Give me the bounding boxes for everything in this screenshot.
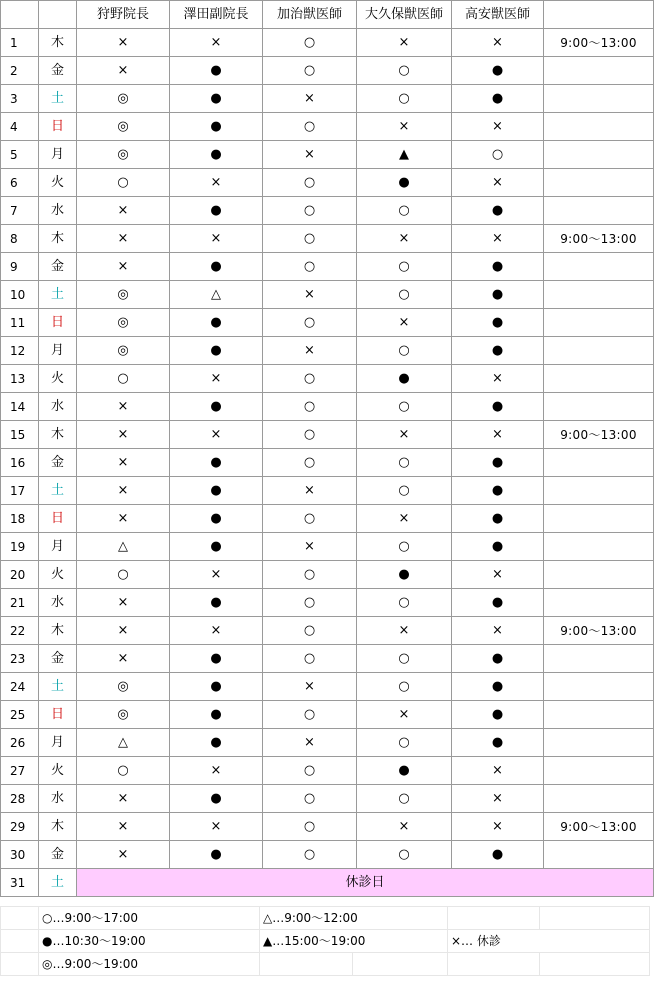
hours-note <box>544 673 654 701</box>
shift-kaji: ○ <box>263 197 357 225</box>
shift-takayasu: × <box>452 561 544 589</box>
shift-okubo: ● <box>357 365 452 393</box>
shift-kano: × <box>77 197 170 225</box>
shift-sawada: ● <box>170 533 263 561</box>
legend-circle: ○…9:00〜17:00 <box>39 907 260 930</box>
hours-note <box>544 309 654 337</box>
shift-sawada: ● <box>170 645 263 673</box>
weekday: 日 <box>39 309 77 337</box>
shift-sawada: ● <box>170 253 263 281</box>
day-number: 6 <box>1 169 39 197</box>
schedule-row <box>1 309 654 337</box>
shift-kano: ○ <box>77 757 170 785</box>
shift-takayasu: ● <box>452 645 544 673</box>
shift-kano: ○ <box>77 561 170 589</box>
shift-okubo: ○ <box>357 449 452 477</box>
day-number: 30 <box>1 841 39 869</box>
hours-note <box>544 533 654 561</box>
shift-sawada: ● <box>170 309 263 337</box>
shift-okubo: ○ <box>357 477 452 505</box>
hours-note <box>544 701 654 729</box>
weekday: 土 <box>39 673 77 701</box>
schedule-row <box>1 645 654 673</box>
schedule-row <box>1 813 654 841</box>
shift-kaji: × <box>263 281 357 309</box>
hours-note <box>544 337 654 365</box>
shift-kano: ○ <box>77 169 170 197</box>
shift-sawada: × <box>170 29 263 57</box>
schedule-row-closed <box>1 869 654 897</box>
shift-okubo: ○ <box>357 253 452 281</box>
shift-kaji: × <box>263 477 357 505</box>
schedule-row <box>1 57 654 85</box>
hours-note <box>544 729 654 757</box>
shift-okubo: ● <box>357 757 452 785</box>
header-doctor-kano: 狩野院長 <box>77 1 170 29</box>
shift-kano: ◎ <box>77 141 170 169</box>
shift-takayasu: ○ <box>452 141 544 169</box>
shift-kaji: × <box>263 85 357 113</box>
shift-sawada: ● <box>170 85 263 113</box>
shift-okubo: × <box>357 225 452 253</box>
shift-kano: × <box>77 57 170 85</box>
day-number: 20 <box>1 561 39 589</box>
weekday: 金 <box>39 841 77 869</box>
shift-kano: × <box>77 505 170 533</box>
hours-note <box>544 449 654 477</box>
shift-kano: ◎ <box>77 673 170 701</box>
day-number: 24 <box>1 673 39 701</box>
hours-note: 9:00〜13:00 <box>544 617 654 645</box>
hours-note <box>544 197 654 225</box>
shift-kano: × <box>77 393 170 421</box>
schedule-row <box>1 617 654 645</box>
day-number: 11 <box>1 309 39 337</box>
shift-takayasu: ● <box>452 505 544 533</box>
schedule-row <box>1 29 654 57</box>
shift-kaji: ○ <box>263 449 357 477</box>
shift-kano: ◎ <box>77 701 170 729</box>
shift-okubo: ○ <box>357 337 452 365</box>
schedule-row <box>1 393 654 421</box>
header-doctor-takayasu: 高安獣医師 <box>452 1 544 29</box>
day-number: 5 <box>1 141 39 169</box>
shift-takayasu: ● <box>452 701 544 729</box>
shift-takayasu: × <box>452 113 544 141</box>
hours-note: 9:00〜13:00 <box>544 421 654 449</box>
shift-sawada: × <box>170 757 263 785</box>
closed-day-label: 休診日 <box>77 869 654 897</box>
hours-note: 9:00〜13:00 <box>544 813 654 841</box>
header-cell-blank <box>39 1 77 29</box>
schedule-row <box>1 169 654 197</box>
hours-note <box>544 505 654 533</box>
hours-note <box>544 645 654 673</box>
shift-kaji: ○ <box>263 253 357 281</box>
weekday: 日 <box>39 701 77 729</box>
shift-takayasu: ● <box>452 533 544 561</box>
legend-row <box>1 907 650 930</box>
shift-kaji: ○ <box>263 617 357 645</box>
day-number: 18 <box>1 505 39 533</box>
legend-filled-circle: ●…10:30〜19:00 <box>39 930 260 953</box>
shift-okubo: ● <box>357 561 452 589</box>
day-number: 17 <box>1 477 39 505</box>
schedule-row <box>1 533 654 561</box>
hours-note: 9:00〜13:00 <box>544 29 654 57</box>
shift-kano: × <box>77 841 170 869</box>
shift-kano: ◎ <box>77 281 170 309</box>
shift-okubo: ○ <box>357 57 452 85</box>
weekday: 木 <box>39 421 77 449</box>
weekday: 木 <box>39 617 77 645</box>
day-number: 12 <box>1 337 39 365</box>
schedule-row <box>1 337 654 365</box>
legend-filled-triangle: ▲…15:00〜19:00 <box>260 930 448 953</box>
shift-takayasu: ● <box>452 85 544 113</box>
shift-okubo: ○ <box>357 841 452 869</box>
shift-sawada: ● <box>170 197 263 225</box>
weekday: 土 <box>39 869 77 897</box>
shift-kaji: ○ <box>263 701 357 729</box>
legend-double-circle: ◎…9:00〜19:00 <box>39 953 260 976</box>
shift-kaji: ○ <box>263 309 357 337</box>
shift-kaji: ○ <box>263 561 357 589</box>
shift-kaji: × <box>263 337 357 365</box>
day-number: 31 <box>1 869 39 897</box>
shift-okubo: × <box>357 813 452 841</box>
hours-note <box>544 113 654 141</box>
day-number: 9 <box>1 253 39 281</box>
schedule-row <box>1 113 654 141</box>
hours-note <box>544 785 654 813</box>
shift-sawada: ● <box>170 673 263 701</box>
shift-okubo: ○ <box>357 645 452 673</box>
header-doctor-sawada: 澤田副院長 <box>170 1 263 29</box>
day-number: 23 <box>1 645 39 673</box>
shift-okubo: × <box>357 29 452 57</box>
shift-sawada: ● <box>170 337 263 365</box>
schedule-row <box>1 729 654 757</box>
day-number: 7 <box>1 197 39 225</box>
shift-kano: × <box>77 617 170 645</box>
shift-okubo: ○ <box>357 673 452 701</box>
day-number: 22 <box>1 617 39 645</box>
shift-kano: ◎ <box>77 113 170 141</box>
legend <box>0 906 650 976</box>
shift-sawada: ● <box>170 589 263 617</box>
shift-kano: ◎ <box>77 309 170 337</box>
schedule-row <box>1 449 654 477</box>
weekday: 月 <box>39 729 77 757</box>
hours-note: 9:00〜13:00 <box>544 225 654 253</box>
shift-okubo: ○ <box>357 85 452 113</box>
schedule-row <box>1 561 654 589</box>
shift-kaji: ○ <box>263 393 357 421</box>
shift-kaji: ○ <box>263 365 357 393</box>
shift-kano: × <box>77 645 170 673</box>
schedule-row <box>1 85 654 113</box>
hours-note <box>544 365 654 393</box>
shift-kaji: × <box>263 673 357 701</box>
weekday: 月 <box>39 141 77 169</box>
weekday: 金 <box>39 645 77 673</box>
shift-takayasu: × <box>452 29 544 57</box>
legend-row <box>1 953 650 976</box>
legend-triangle: △…9:00〜12:00 <box>260 907 448 930</box>
shift-sawada: ● <box>170 477 263 505</box>
weekday: 火 <box>39 757 77 785</box>
day-number: 4 <box>1 113 39 141</box>
shift-sawada: ● <box>170 505 263 533</box>
shift-kaji: × <box>263 533 357 561</box>
shift-sawada: × <box>170 365 263 393</box>
shift-kaji: ○ <box>263 841 357 869</box>
shift-okubo: ○ <box>357 281 452 309</box>
day-number: 21 <box>1 589 39 617</box>
weekday: 土 <box>39 85 77 113</box>
shift-kaji: ○ <box>263 29 357 57</box>
hours-note <box>544 757 654 785</box>
shift-okubo: × <box>357 309 452 337</box>
day-number: 2 <box>1 57 39 85</box>
schedule-row <box>1 253 654 281</box>
hours-note <box>544 281 654 309</box>
weekday: 土 <box>39 477 77 505</box>
shift-takayasu: ● <box>452 197 544 225</box>
shift-kaji: ○ <box>263 421 357 449</box>
shift-takayasu: × <box>452 617 544 645</box>
shift-sawada: × <box>170 561 263 589</box>
shift-kaji: ○ <box>263 589 357 617</box>
shift-kano: △ <box>77 533 170 561</box>
hours-note <box>544 85 654 113</box>
shift-takayasu: ● <box>452 589 544 617</box>
schedule-row <box>1 701 654 729</box>
schedule-row <box>1 589 654 617</box>
weekday: 月 <box>39 337 77 365</box>
schedule-row <box>1 477 654 505</box>
shift-okubo: ○ <box>357 533 452 561</box>
shift-kaji: × <box>263 729 357 757</box>
shift-kano: ○ <box>77 365 170 393</box>
shift-takayasu: × <box>452 813 544 841</box>
weekday: 火 <box>39 365 77 393</box>
shift-sawada: ● <box>170 841 263 869</box>
weekday: 日 <box>39 113 77 141</box>
shift-takayasu: ● <box>452 337 544 365</box>
hours-note <box>544 841 654 869</box>
header-row <box>1 1 654 29</box>
shift-kano: × <box>77 449 170 477</box>
hours-note <box>544 253 654 281</box>
shift-kaji: ○ <box>263 113 357 141</box>
legend-row <box>1 930 650 953</box>
shift-takayasu: × <box>452 421 544 449</box>
shift-takayasu: ● <box>452 393 544 421</box>
schedule-row <box>1 505 654 533</box>
header-doctor-okubo: 大久保獣医師 <box>357 1 452 29</box>
hours-note <box>544 561 654 589</box>
day-number: 1 <box>1 29 39 57</box>
day-number: 25 <box>1 701 39 729</box>
weekday: 木 <box>39 29 77 57</box>
shift-sawada: × <box>170 169 263 197</box>
weekday: 木 <box>39 225 77 253</box>
shift-kano: × <box>77 477 170 505</box>
shift-okubo: × <box>357 701 452 729</box>
day-number: 3 <box>1 85 39 113</box>
weekday: 木 <box>39 813 77 841</box>
shift-okubo: ○ <box>357 729 452 757</box>
weekday: 金 <box>39 57 77 85</box>
header-cell-note <box>544 1 654 29</box>
weekday: 火 <box>39 169 77 197</box>
weekday: 火 <box>39 561 77 589</box>
shift-kano: × <box>77 253 170 281</box>
shift-takayasu: × <box>452 365 544 393</box>
day-number: 29 <box>1 813 39 841</box>
day-number: 27 <box>1 757 39 785</box>
shift-okubo: × <box>357 113 452 141</box>
shift-sawada: ● <box>170 701 263 729</box>
day-number: 8 <box>1 225 39 253</box>
hours-note <box>544 477 654 505</box>
shift-takayasu: ● <box>452 57 544 85</box>
schedule-row <box>1 197 654 225</box>
hours-note <box>544 589 654 617</box>
shift-takayasu: ● <box>452 477 544 505</box>
shift-sawada: △ <box>170 281 263 309</box>
shift-sawada: × <box>170 813 263 841</box>
schedule-row <box>1 281 654 309</box>
weekday: 月 <box>39 533 77 561</box>
shift-sawada: ● <box>170 449 263 477</box>
schedule-row <box>1 673 654 701</box>
shift-kaji: ○ <box>263 169 357 197</box>
shift-takayasu: ● <box>452 281 544 309</box>
shift-kano: × <box>77 421 170 449</box>
schedule-row <box>1 365 654 393</box>
schedule-row <box>1 225 654 253</box>
shift-okubo: × <box>357 505 452 533</box>
shift-takayasu: ● <box>452 449 544 477</box>
weekday: 水 <box>39 785 77 813</box>
shift-okubo: × <box>357 617 452 645</box>
shift-kaji: ○ <box>263 813 357 841</box>
schedule-row <box>1 757 654 785</box>
weekday: 金 <box>39 253 77 281</box>
day-number: 26 <box>1 729 39 757</box>
day-number: 15 <box>1 421 39 449</box>
weekday: 水 <box>39 589 77 617</box>
weekday: 金 <box>39 449 77 477</box>
shift-kano: × <box>77 589 170 617</box>
shift-sawada: ● <box>170 785 263 813</box>
day-number: 16 <box>1 449 39 477</box>
shift-takayasu: × <box>452 169 544 197</box>
shift-sawada: ● <box>170 141 263 169</box>
shift-takayasu: ● <box>452 841 544 869</box>
shift-kano: ◎ <box>77 85 170 113</box>
shift-kano: ◎ <box>77 337 170 365</box>
header-cell-blank <box>1 1 39 29</box>
day-number: 13 <box>1 365 39 393</box>
shift-okubo: ▲ <box>357 141 452 169</box>
schedule-row <box>1 421 654 449</box>
shift-kaji: ○ <box>263 225 357 253</box>
weekday: 水 <box>39 393 77 421</box>
shift-okubo: ○ <box>357 197 452 225</box>
shift-kaji: ○ <box>263 505 357 533</box>
day-number: 19 <box>1 533 39 561</box>
header-doctor-kaji: 加治獣医師 <box>263 1 357 29</box>
shift-takayasu: × <box>452 757 544 785</box>
hours-note <box>544 57 654 85</box>
shift-sawada: × <box>170 225 263 253</box>
day-number: 28 <box>1 785 39 813</box>
shift-kano: × <box>77 785 170 813</box>
hours-note <box>544 169 654 197</box>
schedule-row <box>1 841 654 869</box>
shift-takayasu: ● <box>452 729 544 757</box>
shift-sawada: ● <box>170 393 263 421</box>
shift-takayasu: ● <box>452 253 544 281</box>
day-number: 10 <box>1 281 39 309</box>
shift-sawada: ● <box>170 729 263 757</box>
shift-sawada: × <box>170 617 263 645</box>
shift-kaji: × <box>263 141 357 169</box>
shift-kano: × <box>77 813 170 841</box>
hours-note <box>544 393 654 421</box>
shift-kaji: ○ <box>263 785 357 813</box>
shift-okubo: ○ <box>357 393 452 421</box>
shift-okubo: × <box>357 421 452 449</box>
shift-kaji: ○ <box>263 757 357 785</box>
shift-takayasu: × <box>452 225 544 253</box>
shift-kaji: ○ <box>263 645 357 673</box>
schedule-row <box>1 785 654 813</box>
shift-okubo: ● <box>357 169 452 197</box>
legend-cross: ×… 休診 <box>448 930 650 953</box>
weekday: 日 <box>39 505 77 533</box>
shift-takayasu: × <box>452 785 544 813</box>
shift-sawada: ● <box>170 113 263 141</box>
shift-okubo: ○ <box>357 589 452 617</box>
shift-sawada: × <box>170 421 263 449</box>
weekday: 水 <box>39 197 77 225</box>
schedule-row <box>1 141 654 169</box>
weekday: 土 <box>39 281 77 309</box>
shift-kano: × <box>77 225 170 253</box>
hours-note <box>544 141 654 169</box>
shift-kano: △ <box>77 729 170 757</box>
shift-kano: × <box>77 29 170 57</box>
shift-takayasu: ● <box>452 309 544 337</box>
shift-sawada: ● <box>170 57 263 85</box>
day-number: 14 <box>1 393 39 421</box>
shift-kaji: ○ <box>263 57 357 85</box>
shift-takayasu: ● <box>452 673 544 701</box>
shift-okubo: ○ <box>357 785 452 813</box>
